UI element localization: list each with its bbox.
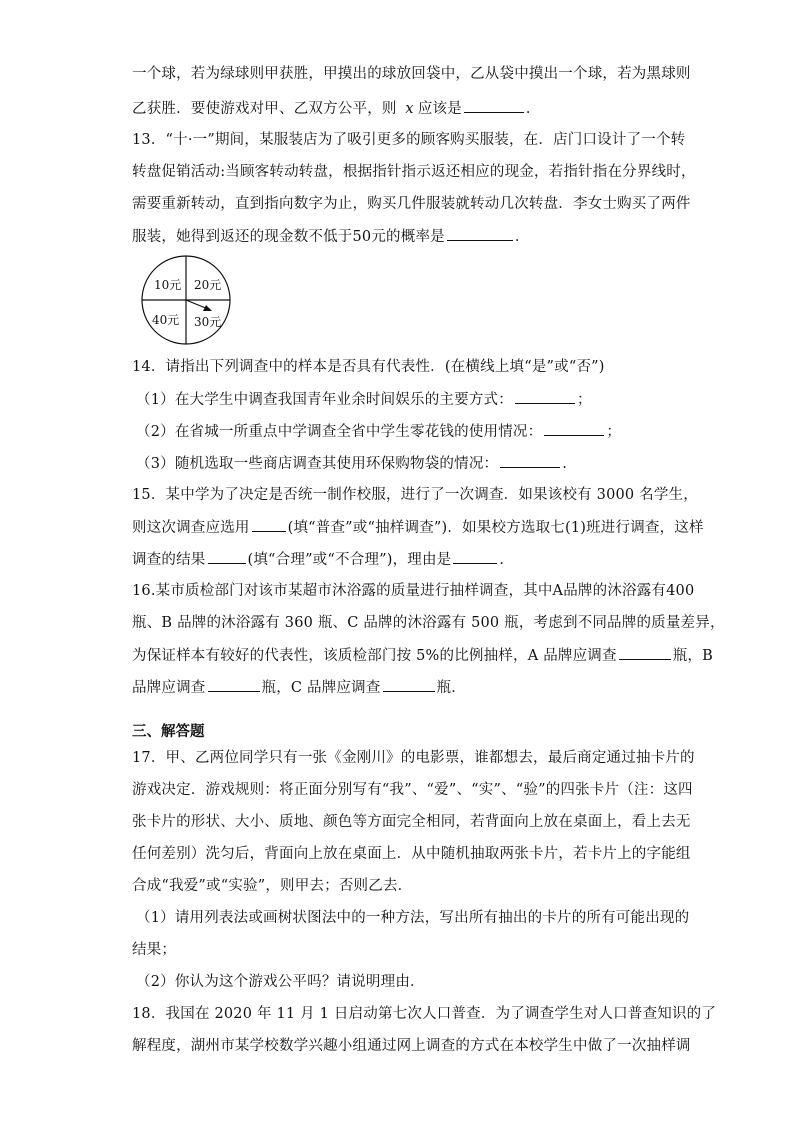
question-17-line: 17．甲、乙两位同学只有一张《金刚川》的电影票，谁都想去，最后商定通过抽卡片的 [132, 750, 695, 766]
text-line [132, 677, 466, 698]
answer-blank[interactable] [252, 517, 286, 532]
text-line [132, 517, 704, 538]
text-line: 游戏决定．游戏规则：将正面分别写有“我”、“爱”、“实”、“验”的四张卡片（注：这四 [132, 782, 693, 798]
text-span: (填“普查”或“抽样调查”)．如果校方选取七(1)班进行调查，这样 [287, 520, 704, 536]
text-line: 一个球，若为绿球则甲获胜，甲摸出的球放回袋中，乙从袋中摸出一个球，若为黑球则 [132, 66, 691, 82]
prize-wheel-diagram [140, 254, 234, 346]
question-14-line: 14．请指出下列调查中的样本是否具有代表性．(在横线上填“是”或“否”) [132, 359, 605, 375]
answer-blank[interactable] [208, 677, 260, 692]
answer-blank[interactable] [383, 677, 435, 692]
text-span: （2）在省城一所重点中学调查全省中学生零花钱的使用情况： [136, 424, 543, 440]
text-line: 转盘促销活动:当顾客转动转盘，根据指针指示返还相应的现金，若指针指在分界线时， [132, 164, 696, 180]
text-span: ； [606, 424, 622, 440]
text-span: 品牌应调查 [132, 680, 206, 696]
text-line [136, 453, 567, 474]
text-line: （1）请用列表法或画树状图法中的一种方法，写出所有抽出的卡片的所有可能出现的 [136, 910, 690, 926]
answer-blank[interactable] [453, 549, 497, 564]
text-span: ． [499, 552, 515, 568]
text-line [136, 421, 621, 442]
question-16-line: 16.某市质检部门对该市某超市沐浴露的质量进行抽样调查，其中A品牌的沐浴露有400 [132, 583, 695, 599]
answer-blank[interactable] [515, 389, 575, 404]
text-span: 瓶． [436, 680, 466, 696]
answer-blank[interactable] [464, 98, 524, 113]
wheel-label-30: 30元 [194, 315, 222, 329]
text-line: 瓶、B 品牌的沐浴露有 360 瓶、C 品牌的沐浴露有 500 瓶，考虑到不同品牌的质量差异， [132, 615, 725, 631]
question-13-line: 13．“十·一”期间，某服装店为了吸引更多的顾客购买服装，在．店门口设计了一个转 [132, 132, 686, 148]
answer-blank[interactable] [500, 453, 560, 468]
question-18-line: 18．我国在 2020 年 11 月 1 日启动第七次人口普查．为了调查学生对人口普查知识的了 [132, 1006, 717, 1022]
answer-blank[interactable] [619, 645, 671, 660]
wheel-label-20: 20元 [194, 278, 222, 292]
text-span: 瓶，C 品牌应调查 [261, 680, 381, 696]
section-heading: 三、解答题 [132, 723, 205, 740]
wheel-label-10: 10元 [154, 278, 182, 292]
answer-blank[interactable] [447, 226, 513, 241]
text-line: 张卡片的形状、大小、质地、颜色等方面完全相同，若背面向上放在桌面上，看上去无 [132, 814, 691, 830]
text-line: 解程度，湖州市某学校数学兴趣小组通过网上调查的方式在本校学生中做了一次抽样调 [132, 1038, 691, 1054]
text-span: 为保证样本有较好的代表性，该质检部门按 5%的比例抽样，A 品牌应调查 [132, 648, 617, 664]
text-line [132, 226, 530, 247]
text-span: 应该是 [417, 101, 462, 117]
text-span: ． [514, 229, 530, 245]
text-line [132, 549, 514, 570]
text-span: 调查的结果 [132, 552, 206, 568]
text-line: 需要重新转动，直到指向数字为止，购买几件服装就转动几次转盘．李女士购买了两件 [132, 196, 691, 212]
text-line [132, 98, 541, 119]
text-line [132, 645, 713, 666]
text-span: 瓶，B [672, 648, 713, 664]
answer-blank[interactable] [544, 421, 604, 436]
text-line: 结果； [132, 942, 177, 958]
text-span: （3）随机选取一些商店调查其使用环保购物袋的情况： [136, 456, 499, 472]
answer-blank[interactable] [208, 549, 246, 564]
text-line: 合成“我爱”或“实验”，则甲去；否则乙去． [132, 878, 413, 894]
text-span: 服装，她得到返还的现金数不低于50元的概率是 [132, 229, 445, 245]
text-span: (填“合理”或“不合理”)，理由是 [247, 552, 452, 568]
text-span: . [562, 456, 568, 472]
text-span: 乙获胜．要使游戏对甲、乙双方公平，则 [132, 101, 397, 117]
text-line: 任何差别）洗匀后，背面向上放在桌面上．从中随机抽取两张卡片，若卡片上的字能组 [132, 846, 691, 862]
text-line [136, 389, 592, 410]
text-span: （1）在大学生中调查我国青年业余时间娱乐的主要方式： [136, 392, 513, 408]
text-span: 则这次调查应选用 [132, 520, 250, 536]
text-span: ； [576, 392, 592, 408]
variable-x: x [405, 101, 414, 117]
text-span: ． [525, 101, 541, 117]
wheel-label-40: 40元 [152, 313, 180, 327]
question-15-line: 15．某中学为了决定是否统一制作校服，进行了一次调查．如果该校有 3000 名学生， [132, 487, 698, 503]
text-line: （2）你认为这个游戏公平吗？请说明理由． [136, 974, 425, 990]
